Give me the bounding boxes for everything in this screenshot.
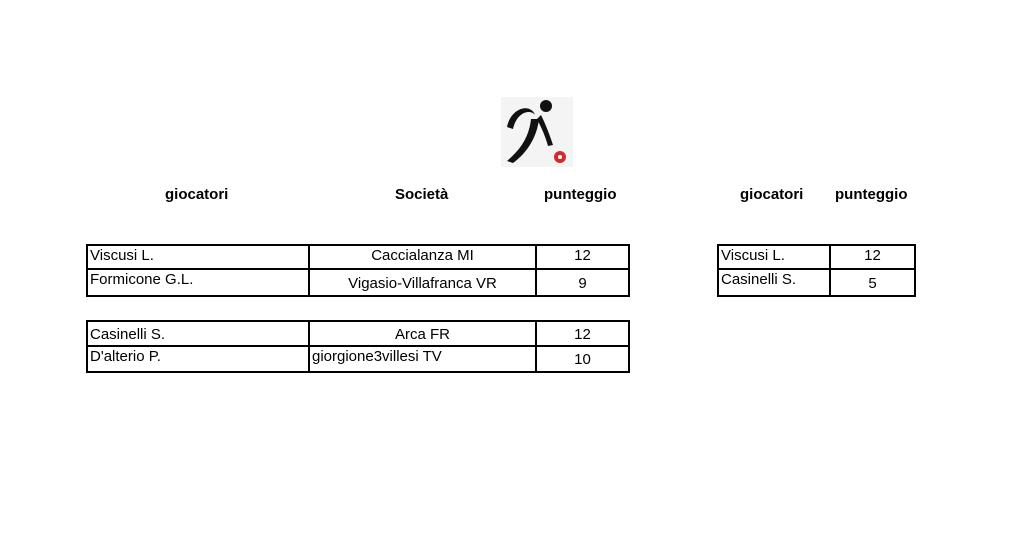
header-punteggio: punteggio xyxy=(544,186,617,203)
table-row-player: Formicone G.L. xyxy=(86,268,310,297)
table-row-player: D'alterio P. xyxy=(86,345,310,373)
table-row-player: Casinelli S. xyxy=(86,320,310,347)
table-row-club: Caccialanza MI xyxy=(308,244,537,270)
header-societa: Società xyxy=(395,186,449,203)
table-row-score: 9 xyxy=(535,268,630,297)
table-row-club: Vigasio-Villafranca VR xyxy=(308,268,537,297)
header-punteggio-finale: punteggio xyxy=(835,186,908,203)
table-row-score: 12 xyxy=(829,244,916,270)
table-row-score: 12 xyxy=(535,244,630,270)
table-row-score: 12 xyxy=(535,320,630,347)
header-giocatori: giocatori xyxy=(165,186,229,203)
table-row-score: 10 xyxy=(535,345,630,373)
header-giocatori-finale: giocatori xyxy=(740,186,804,203)
table-row-club: Arca FR xyxy=(308,320,537,347)
table-row-player: Viscusi L. xyxy=(717,244,831,270)
table-row-player: Casinelli S. xyxy=(717,268,831,297)
table-row-club: giorgione3villesi TV xyxy=(308,345,537,373)
table-row-score: 5 xyxy=(829,268,916,297)
bocce-player-logo-icon xyxy=(501,97,573,167)
table-row-player: Viscusi L. xyxy=(86,244,310,270)
